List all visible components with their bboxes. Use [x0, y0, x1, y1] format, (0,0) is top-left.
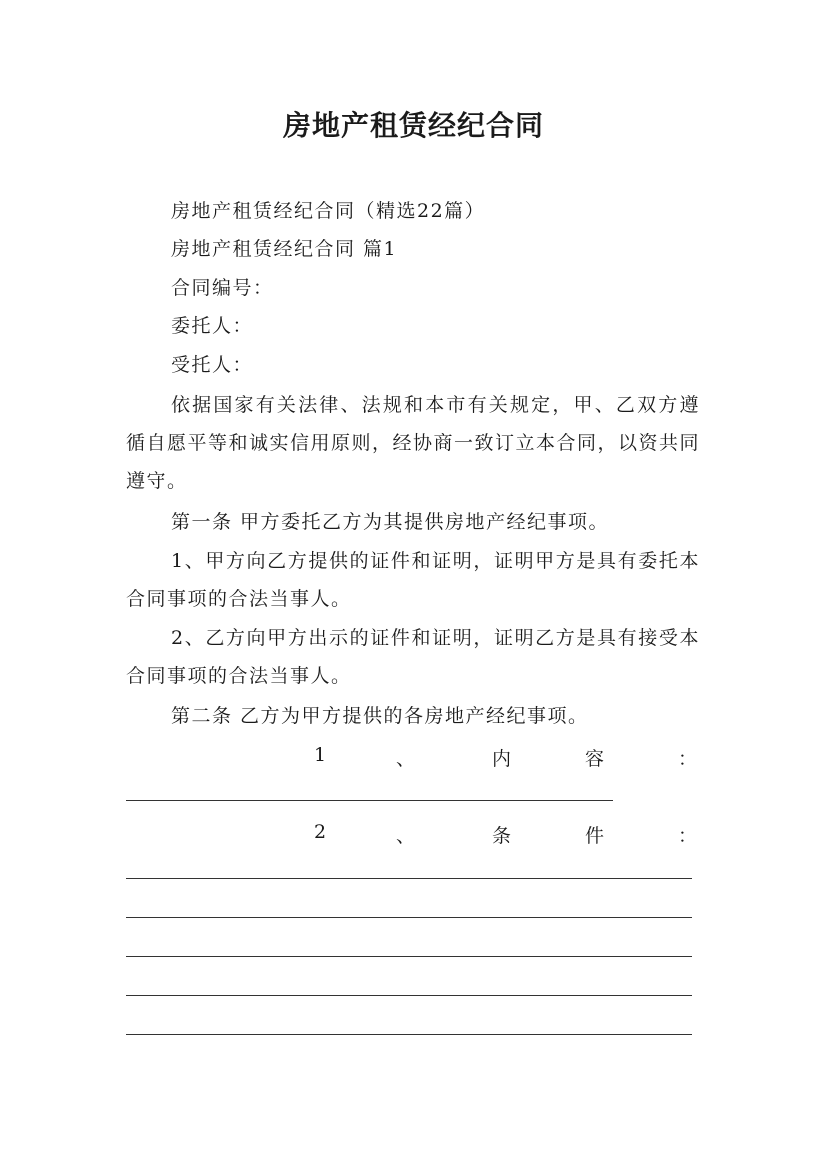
item-separator: 、	[396, 748, 416, 770]
paragraph-preamble: 依据国家有关法律、法规和本市有关规定，甲、乙双方遵循自愿平等和诚实信用原则，经协商一致订立本合同，以资共同遵守。	[126, 394, 701, 492]
document-title: 房地产租赁经纪合同	[282, 109, 544, 142]
paragraph-clause-2: 2、乙方向甲方出示的证件和证明，证明乙方是具有接受本合同事项的合法当事人。	[126, 627, 700, 687]
item-separator: 、	[396, 825, 416, 847]
blank-fill-line	[126, 800, 613, 801]
item-word: 内	[492, 748, 512, 770]
item-word: 件	[585, 825, 605, 847]
paragraph-section-heading: 房地产租赁经纪合同 篇1	[171, 238, 398, 260]
paragraph-subtitle: 房地产租赁经纪合同（精选22篇）	[171, 200, 486, 222]
item-conditions-line	[126, 821, 698, 851]
item-content-line	[126, 744, 698, 774]
item-number: 1	[314, 744, 327, 766]
paragraph-clause-1: 1、甲方向乙方提供的证件和证明，证明甲方是具有委托本合同事项的合法当事人。	[126, 550, 700, 610]
blank-fill-line	[126, 1034, 692, 1035]
blank-fill-line	[126, 878, 692, 879]
paragraph-principal: 委托人：	[171, 315, 254, 337]
item-colon: ：	[678, 748, 698, 770]
paragraph-agent: 受托人：	[171, 354, 254, 376]
blank-fill-line	[126, 956, 692, 957]
item-word: 容	[585, 748, 605, 770]
paragraph-article-1: 第一条 甲方委托乙方为其提供房地产经纪事项。	[171, 511, 610, 533]
paragraph-contract-number: 合同编号：	[171, 277, 274, 299]
item-number: 2	[314, 821, 327, 843]
paragraph-article-2: 第二条 乙方为甲方提供的各房地产经纪事项。	[171, 705, 589, 727]
item-colon: ：	[678, 825, 698, 847]
item-word: 条	[492, 825, 512, 847]
blank-fill-line	[126, 917, 692, 918]
blank-fill-line	[126, 995, 692, 996]
